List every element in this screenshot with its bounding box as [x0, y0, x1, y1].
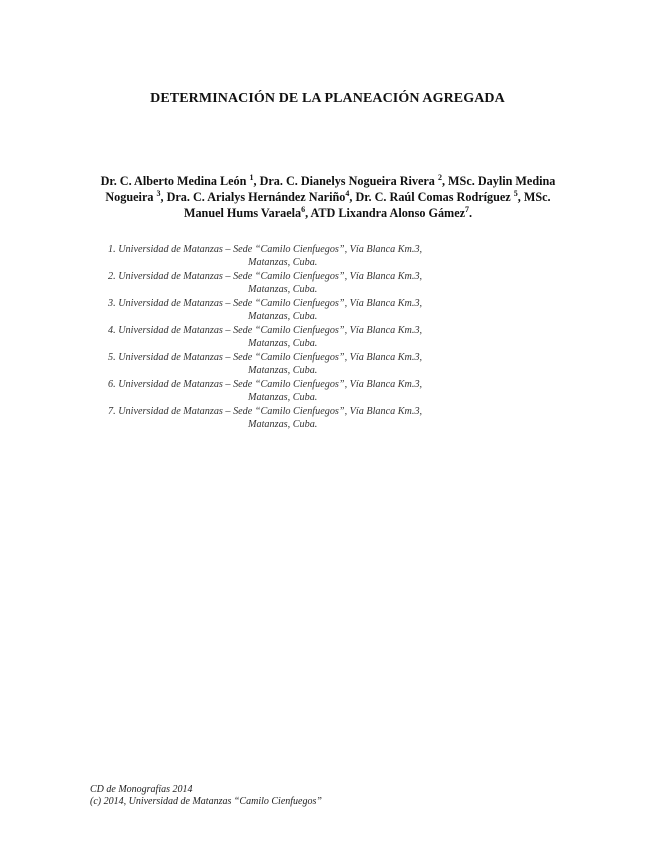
- affiliation-location: Matanzas, Cuba.: [248, 419, 318, 430]
- affiliation-institution: 3. Universidad de Matanzas – Sede “Camilo Cienfuegos”, Vía Blanca Km.3,: [108, 298, 423, 309]
- author-entry: [260, 174, 448, 188]
- author-affiliation-number: 2: [437, 173, 442, 182]
- affiliation-item: [108, 297, 578, 324]
- author-entry: [355, 190, 523, 204]
- author-separator: ,: [253, 174, 260, 188]
- affiliation-item: [108, 405, 578, 432]
- author-separator: ,: [305, 206, 311, 220]
- footer-publication: CD de Monografías 2014: [90, 784, 193, 795]
- author-separator: ,: [160, 190, 167, 204]
- affiliation-item: [108, 351, 578, 378]
- affiliation-location: Matanzas, Cuba.: [248, 365, 318, 376]
- affiliation-location: Matanzas, Cuba.: [248, 311, 318, 322]
- author-name: Dr. C. Alberto Medina León: [100, 174, 250, 188]
- author-entry: [311, 206, 473, 220]
- author-affiliation-number: 1: [249, 173, 254, 182]
- affiliation-item: [108, 324, 578, 351]
- author-list: [92, 173, 564, 221]
- author-name: Dr. C. Raúl Comas Rodríguez: [355, 190, 514, 204]
- affiliation-location: Matanzas, Cuba.: [248, 338, 318, 349]
- author-separator: .: [469, 206, 473, 220]
- affiliation-location: Matanzas, Cuba.: [248, 257, 318, 268]
- document-title: DETERMINACIÓN DE LA PLANEACIÓN AGREGADA: [150, 91, 505, 106]
- affiliation-institution: 4. Universidad de Matanzas – Sede “Camilo Cienfuegos”, Vía Blanca Km.3,: [108, 325, 423, 336]
- affiliation-location: Matanzas, Cuba.: [248, 392, 318, 403]
- author-name: MSc. Manuel Hums Varaela: [183, 190, 551, 220]
- author-separator: ,: [517, 190, 524, 204]
- author-affiliation-number: 6: [301, 205, 306, 214]
- author-name: Dra. C. Dianelys Nogueira Rivera: [259, 174, 438, 188]
- affiliation-item: [108, 243, 578, 270]
- affiliation-institution: 5. Universidad de Matanzas – Sede “Camilo Cienfuegos”, Vía Blanca Km.3,: [108, 352, 423, 363]
- affiliation-item: [108, 378, 578, 405]
- page-footer: [90, 784, 322, 808]
- footer-copyright: (c) 2014, Universidad de Matanzas “Camilo Cienfuegos”: [90, 796, 322, 807]
- affiliation-location: Matanzas, Cuba.: [248, 284, 318, 295]
- author-name: Dra. C. Arialys Hernández Nariño: [166, 190, 346, 204]
- affiliation-item: [108, 270, 578, 297]
- author-affiliation-number: 7: [465, 205, 470, 214]
- author-name: MSc. Daylin Medina Nogueira: [105, 174, 556, 204]
- author-entry: [101, 174, 260, 188]
- author-name: ATD Lixandra Alonso Gámez: [310, 206, 466, 220]
- author-affiliation-number: 3: [156, 189, 161, 198]
- author-separator: ,: [349, 190, 356, 204]
- affiliation-institution: 2. Universidad de Matanzas – Sede “Camilo Cienfuegos”, Vía Blanca Km.3,: [108, 271, 423, 282]
- author-entry: [167, 190, 356, 204]
- affiliation-institution: 1. Universidad de Matanzas – Sede “Camilo Cienfuegos”, Vía Blanca Km.3,: [108, 244, 423, 255]
- author-affiliation-number: 5: [513, 189, 518, 198]
- affiliation-institution: 7. Universidad de Matanzas – Sede “Camilo Cienfuegos”, Vía Blanca Km.3,: [108, 406, 423, 417]
- affiliation-institution: 6. Universidad de Matanzas – Sede “Camilo Cienfuegos”, Vía Blanca Km.3,: [108, 379, 423, 390]
- affiliation-list: [108, 243, 578, 432]
- author-affiliation-number: 4: [345, 189, 350, 198]
- author-separator: ,: [441, 174, 449, 188]
